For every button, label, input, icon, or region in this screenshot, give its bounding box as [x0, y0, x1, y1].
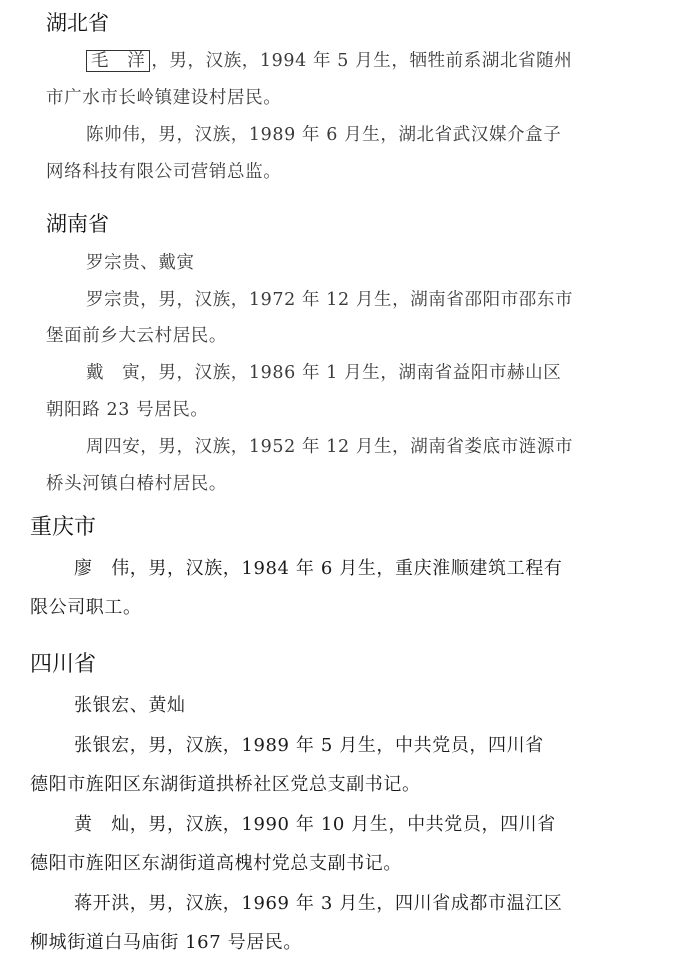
section-heading-chongqing: 重庆市: [30, 515, 97, 540]
entry-line: 德阳市旌阳区东湖街道高槐村党总支副书记。: [30, 853, 402, 874]
entry-line: 蒋开洪，男，汉族，1969 年 3 月生，四川省成都市温江区: [74, 893, 563, 914]
section-heading-hubei: 湖北省: [46, 11, 109, 35]
entry-line: 廖 伟，男，汉族，1984 年 6 月生，重庆淮顺建筑工程有: [74, 558, 563, 579]
entry-line: [86, 49, 572, 73]
entry-line: 柳城街道白马庙街 167 号居民。: [30, 932, 302, 953]
entry-line: 罗宗贵，男，汉族，1972 年 12 月生，湖南省邵阳市邵东市: [86, 290, 574, 310]
entry-line: 戴 寅，男，汉族，1986 年 1 月生，湖南省益阳市赫山区: [86, 363, 562, 383]
entry-line: 黄 灿，男，汉族，1990 年 10 月生，中共党员，四川省: [74, 814, 556, 835]
entry-line: 限公司职工。: [30, 597, 142, 618]
entry-line: 德阳市旌阳区东湖街道拱桥社区党总支副书记。: [30, 774, 421, 795]
entry-text: ，男，汉族，1994 年 5 月生，牺牲前系湖北省随州: [151, 51, 573, 71]
entry-line: 桥头河镇白椿村居民。: [46, 474, 227, 494]
boxed-name: 毛 洋: [86, 50, 150, 72]
entry-line: 朝阳路 23 号居民。: [46, 400, 209, 420]
section-heading-hunan: 湖南省: [46, 212, 109, 236]
section-heading-sichuan: 四川省: [30, 652, 97, 677]
entry-line: 罗宗贵、戴寅: [86, 253, 195, 273]
entry-line: 网络科技有限公司营销总监。: [46, 162, 282, 182]
entry-line: 张银宏、黄灿: [74, 695, 186, 716]
entry-line: 陈帅伟，男，汉族，1989 年 6 月生，湖北省武汉媒介盒子: [86, 125, 562, 145]
entry-line: 张银宏，男，汉族，1989 年 5 月生，中共党员，四川省: [74, 735, 544, 756]
entry-line: 周四安，男，汉族，1952 年 12 月生，湖南省娄底市涟源市: [86, 437, 574, 457]
entry-line: 堡面前乡大云村居民。: [46, 326, 227, 346]
entry-line: 市广水市长岭镇建设村居民。: [46, 88, 282, 108]
